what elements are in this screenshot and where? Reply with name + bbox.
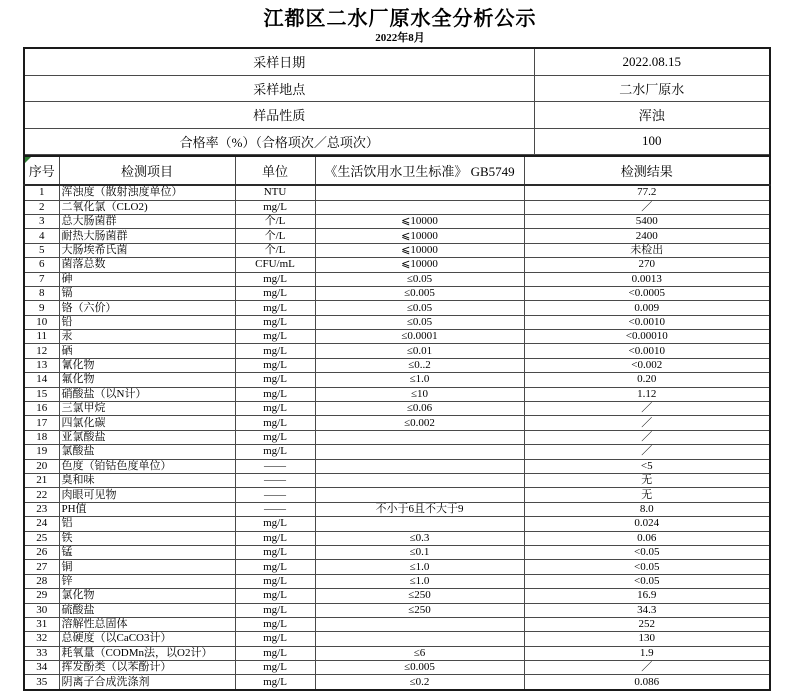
unit-cell: mg/L xyxy=(235,545,315,559)
table-row xyxy=(24,646,770,660)
unit-cell: mg/L xyxy=(235,315,315,329)
item-name-cell: 总大肠菌群 xyxy=(59,214,235,228)
table-row xyxy=(24,301,770,315)
unit-cell: mg/L xyxy=(235,373,315,387)
info-value: 浑浊 xyxy=(534,102,770,129)
water-analysis-notice xyxy=(0,6,800,697)
standard-cell: ≤1.0 xyxy=(315,373,524,387)
row-index-cell: 25 xyxy=(24,531,59,545)
result-cell: <0.05 xyxy=(524,545,770,559)
standard-cell: ⩽10000 xyxy=(315,229,524,243)
row-index-cell: 5 xyxy=(24,243,59,257)
standard-cell: ≤10 xyxy=(315,387,524,401)
item-name-cell: 肉眼可见物 xyxy=(59,488,235,502)
item-name-cell: 氯化物 xyxy=(59,589,235,603)
row-index-cell: 7 xyxy=(24,272,59,286)
unit-cell: mg/L xyxy=(235,358,315,372)
item-name-cell: 亚氯酸盐 xyxy=(59,430,235,444)
item-name-cell: 硫酸盐 xyxy=(59,603,235,617)
standard-cell xyxy=(315,200,524,214)
table-row xyxy=(24,531,770,545)
standard-cell: ≤0.002 xyxy=(315,416,524,430)
item-name-cell: 阴离子合成洗涤剂 xyxy=(59,675,235,690)
result-cell: ／ xyxy=(524,200,770,214)
item-name-cell: 铜 xyxy=(59,560,235,574)
row-index-cell: 12 xyxy=(24,344,59,358)
result-cell: 130 xyxy=(524,632,770,646)
col-header-index-label: 序号 xyxy=(28,164,55,180)
row-index-cell: 3 xyxy=(24,214,59,228)
row-index-cell: 17 xyxy=(24,416,59,430)
unit-cell: mg/L xyxy=(235,632,315,646)
row-index-cell: 31 xyxy=(24,617,59,631)
result-cell: 16.9 xyxy=(524,589,770,603)
standard-cell xyxy=(315,517,524,531)
standard-cell: ⩽10000 xyxy=(315,243,524,257)
row-index-cell: 19 xyxy=(24,445,59,459)
table-row xyxy=(24,474,770,488)
unit-cell: NTU xyxy=(235,185,315,200)
table-row xyxy=(24,330,770,344)
info-value: 100 xyxy=(534,128,770,155)
info-label: 样品性质 xyxy=(24,102,534,129)
item-name-cell: 铁 xyxy=(59,531,235,545)
result-cell: <0.002 xyxy=(524,358,770,372)
unit-cell: 个/L xyxy=(235,243,315,257)
unit-cell: mg/L xyxy=(235,445,315,459)
results-table xyxy=(23,155,771,691)
standard-cell: ≤0.005 xyxy=(315,661,524,675)
info-label: 采样地点 xyxy=(24,75,534,102)
item-name-cell: 铬（六价） xyxy=(59,301,235,315)
unit-cell: mg/L xyxy=(235,560,315,574)
result-cell: <0.05 xyxy=(524,560,770,574)
item-name-cell: 挥发酚类（以苯酚计） xyxy=(59,661,235,675)
row-index-cell: 13 xyxy=(24,358,59,372)
table-row xyxy=(24,430,770,444)
item-name-cell: 锌 xyxy=(59,574,235,588)
result-cell: <5 xyxy=(524,459,770,473)
unit-cell: mg/L xyxy=(235,646,315,660)
standard-cell xyxy=(315,488,524,502)
item-name-cell: PH值 xyxy=(59,502,235,516)
row-index-cell: 4 xyxy=(24,229,59,243)
item-name-cell: 铅 xyxy=(59,315,235,329)
item-name-cell: 菌落总数 xyxy=(59,258,235,272)
unit-cell: mg/L xyxy=(235,301,315,315)
info-value: 二水厂原水 xyxy=(534,75,770,102)
result-cell: ／ xyxy=(524,430,770,444)
item-name-cell: 锰 xyxy=(59,545,235,559)
table-row xyxy=(24,387,770,401)
item-name-cell: 大肠埃希氏菌 xyxy=(59,243,235,257)
item-name-cell: 镉 xyxy=(59,286,235,300)
unit-cell: mg/L xyxy=(235,589,315,603)
standard-cell: ≤0.05 xyxy=(315,301,524,315)
unit-cell: mg/L xyxy=(235,574,315,588)
table-row xyxy=(24,675,770,690)
item-name-cell: 三氯甲烷 xyxy=(59,402,235,416)
info-row-sample-property xyxy=(24,102,770,129)
results-header-row xyxy=(24,156,770,185)
result-cell: <0.0010 xyxy=(524,344,770,358)
item-name-cell: 汞 xyxy=(59,330,235,344)
row-index-cell: 27 xyxy=(24,560,59,574)
result-cell: 0.06 xyxy=(524,531,770,545)
item-name-cell: 铝 xyxy=(59,517,235,531)
item-name-cell: 砷 xyxy=(59,272,235,286)
unit-cell: mg/L xyxy=(235,200,315,214)
unit-cell: —— xyxy=(235,502,315,516)
info-label: 合格率（%）（合格项次／总项次） xyxy=(24,128,534,155)
unit-cell: CFU/mL xyxy=(235,258,315,272)
unit-cell: mg/L xyxy=(235,603,315,617)
info-label: 采样日期 xyxy=(24,48,534,75)
unit-cell: mg/L xyxy=(235,661,315,675)
unit-cell: mg/L xyxy=(235,416,315,430)
result-cell: 0.0013 xyxy=(524,272,770,286)
row-index-cell: 23 xyxy=(24,502,59,516)
result-cell: 270 xyxy=(524,258,770,272)
table-row xyxy=(24,272,770,286)
standard-cell: ≤0.05 xyxy=(315,315,524,329)
standard-cell xyxy=(315,474,524,488)
result-cell: 无 xyxy=(524,488,770,502)
result-cell: 0.009 xyxy=(524,301,770,315)
standard-cell: ≤0.05 xyxy=(315,272,524,286)
result-cell: 0.086 xyxy=(524,675,770,690)
standard-cell: ≤0.06 xyxy=(315,402,524,416)
table-row xyxy=(24,229,770,243)
col-header-unit: 单位 xyxy=(235,156,315,185)
info-row-sample-date xyxy=(24,48,770,75)
standard-cell: ≤0.01 xyxy=(315,344,524,358)
table-row xyxy=(24,373,770,387)
unit-cell: mg/L xyxy=(235,517,315,531)
result-cell: 0.024 xyxy=(524,517,770,531)
green-triangle-icon xyxy=(25,157,31,163)
standard-cell xyxy=(315,430,524,444)
info-value: 2022.08.15 xyxy=(534,48,770,75)
table-row xyxy=(24,243,770,257)
row-index-cell: 35 xyxy=(24,675,59,690)
result-cell: ／ xyxy=(524,416,770,430)
standard-cell: ≤0.2 xyxy=(315,675,524,690)
item-name-cell: 硒 xyxy=(59,344,235,358)
row-index-cell: 29 xyxy=(24,589,59,603)
table-row xyxy=(24,258,770,272)
item-name-cell: 硝酸盐（以N计） xyxy=(59,387,235,401)
standard-cell: ⩽10000 xyxy=(315,214,524,228)
row-index-cell: 11 xyxy=(24,330,59,344)
row-index-cell: 30 xyxy=(24,603,59,617)
item-name-cell: 氰化物 xyxy=(59,358,235,372)
result-cell: <0.00010 xyxy=(524,330,770,344)
row-index-cell: 22 xyxy=(24,488,59,502)
standard-cell: 不小于6且不大于9 xyxy=(315,502,524,516)
result-cell: <0.0010 xyxy=(524,315,770,329)
table-row xyxy=(24,445,770,459)
result-cell: 2400 xyxy=(524,229,770,243)
standard-cell: ≤0..2 xyxy=(315,358,524,372)
page-subtitle: 2022年8月 xyxy=(375,32,425,44)
unit-cell: mg/L xyxy=(235,344,315,358)
item-name-cell: 臭和味 xyxy=(59,474,235,488)
item-name-cell: 氟化物 xyxy=(59,373,235,387)
result-cell: 252 xyxy=(524,617,770,631)
standard-cell: ≤1.0 xyxy=(315,560,524,574)
row-index-cell: 8 xyxy=(24,286,59,300)
row-index-cell: 24 xyxy=(24,517,59,531)
table-row xyxy=(24,589,770,603)
standard-cell: ≤1.0 xyxy=(315,574,524,588)
table-row xyxy=(24,502,770,516)
unit-cell: mg/L xyxy=(235,330,315,344)
table-row xyxy=(24,344,770,358)
unit-cell: —— xyxy=(235,459,315,473)
standard-cell: ≤0.3 xyxy=(315,531,524,545)
standard-cell xyxy=(315,459,524,473)
row-index-cell: 26 xyxy=(24,545,59,559)
result-cell: 8.0 xyxy=(524,502,770,516)
row-index-cell: 33 xyxy=(24,646,59,660)
info-row-pass-rate xyxy=(24,128,770,155)
standard-cell: ≤6 xyxy=(315,646,524,660)
standard-cell: ≤250 xyxy=(315,603,524,617)
table-row xyxy=(24,488,770,502)
row-index-cell: 10 xyxy=(24,315,59,329)
row-index-cell: 34 xyxy=(24,661,59,675)
result-cell: ／ xyxy=(524,402,770,416)
standard-cell: ≤0.1 xyxy=(315,545,524,559)
table-row xyxy=(24,358,770,372)
table-row xyxy=(24,617,770,631)
result-cell: <0.05 xyxy=(524,574,770,588)
row-index-cell: 21 xyxy=(24,474,59,488)
unit-cell: mg/L xyxy=(235,531,315,545)
result-cell: 1.12 xyxy=(524,387,770,401)
item-name-cell: 耗氧量（CODMn法，以O2计） xyxy=(59,646,235,660)
standard-cell: ≤0.0001 xyxy=(315,330,524,344)
col-header-standard: 《生活饮用水卫生标准》 GB5749 xyxy=(315,156,524,185)
table-row xyxy=(24,416,770,430)
result-cell: 0.20 xyxy=(524,373,770,387)
sample-info-table xyxy=(23,47,771,155)
table-row xyxy=(24,286,770,300)
unit-cell: mg/L xyxy=(235,286,315,300)
result-cell: 无 xyxy=(524,474,770,488)
result-cell: ／ xyxy=(524,445,770,459)
unit-cell: —— xyxy=(235,474,315,488)
result-cell: ／ xyxy=(524,661,770,675)
standard-cell xyxy=(315,632,524,646)
unit-cell: mg/L xyxy=(235,272,315,286)
result-cell: 1.9 xyxy=(524,646,770,660)
row-index-cell: 1 xyxy=(24,185,59,200)
item-name-cell: 二氧化氯（CLO2) xyxy=(59,200,235,214)
item-name-cell: 溶解性总固体 xyxy=(59,617,235,631)
standard-cell xyxy=(315,185,524,200)
item-name-cell: 色度（铂钴色度单位） xyxy=(59,459,235,473)
result-cell: 34.3 xyxy=(524,603,770,617)
standard-cell: ≤0.005 xyxy=(315,286,524,300)
row-index-cell: 28 xyxy=(24,574,59,588)
item-name-cell: 耐热大肠菌群 xyxy=(59,229,235,243)
table-row xyxy=(24,315,770,329)
table-row xyxy=(24,185,770,200)
unit-cell: mg/L xyxy=(235,387,315,401)
table-row xyxy=(24,517,770,531)
row-index-cell: 15 xyxy=(24,387,59,401)
row-index-cell: 16 xyxy=(24,402,59,416)
table-row xyxy=(24,560,770,574)
standard-cell: ≤250 xyxy=(315,589,524,603)
row-index-cell: 32 xyxy=(24,632,59,646)
col-header-item: 检测项目 xyxy=(59,156,235,185)
row-index-cell: 18 xyxy=(24,430,59,444)
item-name-cell: 浑浊度（散射浊度单位） xyxy=(59,185,235,200)
col-header-index xyxy=(24,156,59,185)
table-row xyxy=(24,632,770,646)
standard-cell xyxy=(315,617,524,631)
row-index-cell: 2 xyxy=(24,200,59,214)
standard-cell: ⩽10000 xyxy=(315,258,524,272)
table-row xyxy=(24,545,770,559)
table-row xyxy=(24,661,770,675)
item-name-cell: 四氯化碳 xyxy=(59,416,235,430)
unit-cell: 个/L xyxy=(235,214,315,228)
table-row xyxy=(24,574,770,588)
col-header-result: 检测结果 xyxy=(524,156,770,185)
row-index-cell: 14 xyxy=(24,373,59,387)
table-row xyxy=(24,214,770,228)
unit-cell: 个/L xyxy=(235,229,315,243)
table-row xyxy=(24,603,770,617)
results-table-body xyxy=(24,185,770,690)
unit-cell: mg/L xyxy=(235,617,315,631)
result-cell: 未检出 xyxy=(524,243,770,257)
table-row xyxy=(24,402,770,416)
row-index-cell: 20 xyxy=(24,459,59,473)
table-row xyxy=(24,200,770,214)
standard-cell xyxy=(315,445,524,459)
item-name-cell: 总硬度（以CaCO3计） xyxy=(59,632,235,646)
unit-cell: mg/L xyxy=(235,402,315,416)
result-cell: 5400 xyxy=(524,214,770,228)
page-title: 江都区二水厂原水全分析公示 xyxy=(263,8,537,30)
table-row xyxy=(24,459,770,473)
item-name-cell: 氯酸盐 xyxy=(59,445,235,459)
unit-cell: mg/L xyxy=(235,675,315,690)
row-index-cell: 9 xyxy=(24,301,59,315)
unit-cell: —— xyxy=(235,488,315,502)
result-cell: <0.0005 xyxy=(524,286,770,300)
info-row-sample-location xyxy=(24,75,770,102)
row-index-cell: 6 xyxy=(24,258,59,272)
unit-cell: mg/L xyxy=(235,430,315,444)
result-cell: 77.2 xyxy=(524,185,770,200)
